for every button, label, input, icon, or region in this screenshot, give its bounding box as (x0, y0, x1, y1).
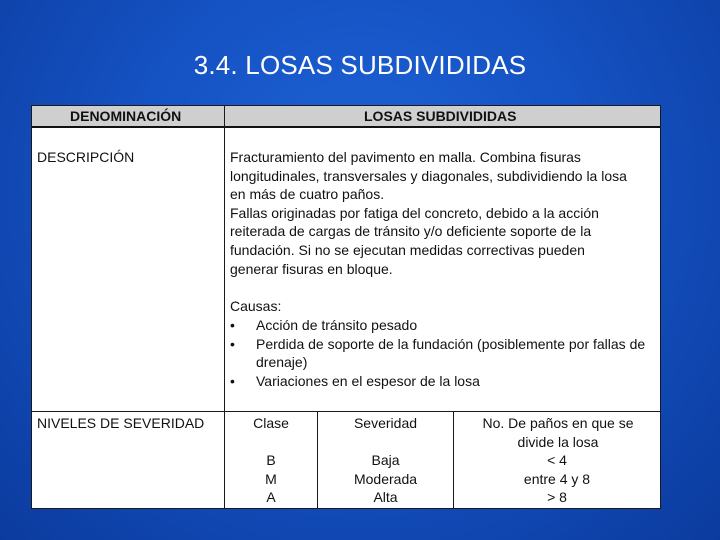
row-divider (32, 411, 660, 412)
table-cell: Baja (371, 452, 400, 468)
descripcion-line: Fallas originadas por fatiga del concreto, debido a la acción (230, 204, 599, 221)
panos-header: No. De paños en que se divide la losa (482, 415, 634, 450)
severidad-column (318, 451, 453, 507)
table-cell: > 8 (547, 489, 567, 506)
descripcion-label: DESCRIPCIÓN (37, 149, 135, 165)
severidad-label: NIVELES DE SEVERIDAD (37, 415, 205, 431)
bullet-icon: • (230, 372, 235, 389)
causas-label: Causas: (230, 298, 282, 314)
table-cell: Moderada (353, 470, 418, 487)
table-cell: Alta (373, 489, 398, 506)
header-losas-subdivididas: LOSAS SUBDIVIDIDAS (364, 108, 517, 124)
causas-list (230, 316, 658, 390)
causa-text: Perdida de soporte de la fundación (posiblemente por fallas de drenaje) (256, 335, 646, 371)
descripcion-line: Fracturamiento del pavimento en malla. Combina fisuras (230, 149, 581, 165)
list-item (230, 372, 658, 391)
table-cell: M (265, 470, 277, 487)
bullet-icon: • (230, 317, 235, 333)
list-item (230, 335, 658, 372)
descripcion-line: en más de cuatro paños. (230, 186, 385, 203)
descripcion-text (230, 148, 655, 278)
header-denominacion: DENOMINACIÓN (70, 108, 182, 124)
descripcion-line: longitudinales, transversales y diagonales, subdividiendo la losa (230, 167, 627, 184)
slide-title: 3.4. LOSAS SUBDIVIDIDAS (193, 50, 527, 80)
damage-table (31, 105, 661, 509)
descripcion-line: reiterada de cargas de tránsito y/o deficiente soporte de la (230, 223, 592, 240)
column-divider (224, 106, 225, 508)
clase-column (225, 451, 317, 507)
severidad-header: Severidad (353, 415, 418, 431)
panos-column (454, 451, 660, 507)
clase-header: Clase (253, 415, 289, 431)
list-item (230, 316, 658, 335)
table-cell: B (266, 452, 276, 468)
table-header-row (32, 106, 660, 128)
table-cell: entre 4 y 8 (523, 470, 591, 487)
causa-text: Variaciones en el espesor de la losa (256, 372, 480, 389)
descripcion-line: generar fisuras en bloque. (230, 260, 393, 277)
bullet-icon: • (230, 335, 235, 352)
table-cell: A (266, 489, 276, 506)
causa-text: Acción de tránsito pesado (256, 317, 418, 333)
descripcion-line: fundación. Si no se ejecutan medidas correctivas pueden (230, 241, 585, 258)
table-cell: < 4 (547, 452, 567, 468)
